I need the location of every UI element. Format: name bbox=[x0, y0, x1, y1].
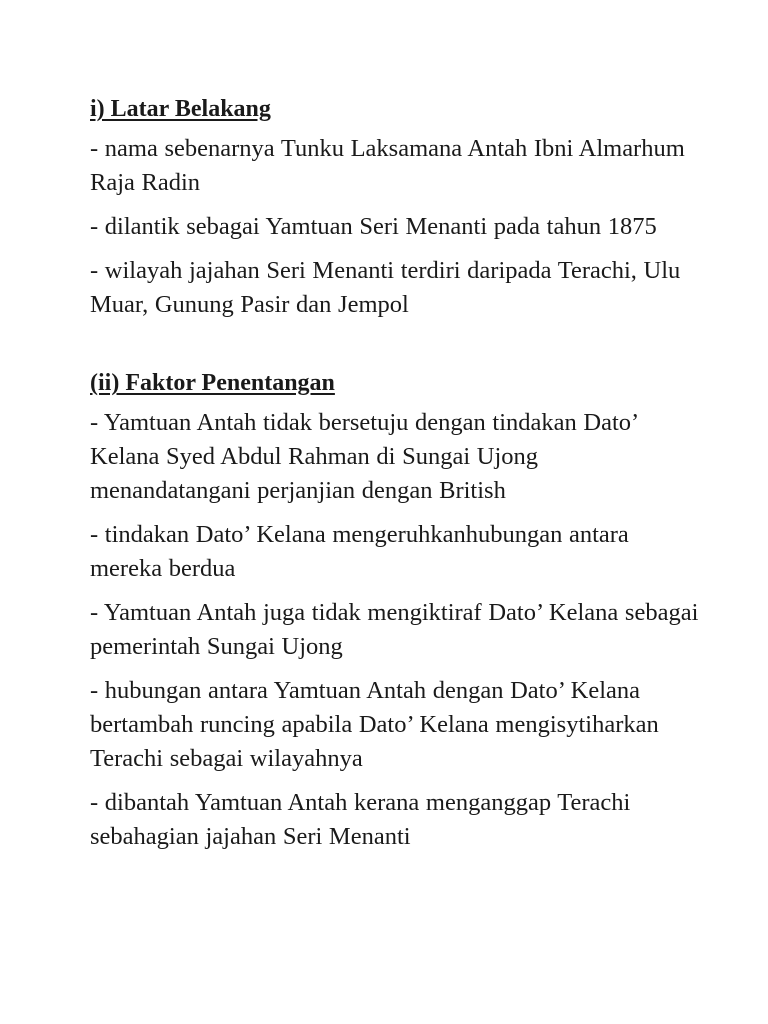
section-faktor-penentangan bbox=[90, 366, 700, 854]
section-latar-belakang bbox=[90, 92, 700, 322]
document-page bbox=[90, 92, 700, 864]
list-item: - hubungan antara Yamtuan Antah dengan Dato’ Kelana bertambah runcing apabila Dato’ Kelana mengisytiharkan Terachi sebagai wilayahnya bbox=[90, 677, 659, 772]
list-item: - Yamtuan Antah juga tidak mengiktiraf Dato’ Kelana sebagai pemerintah Sungai Ujong bbox=[90, 599, 699, 660]
section-heading: i) Latar Belakang bbox=[90, 96, 271, 122]
list-item: - tindakan Dato’ Kelana mengeruhkanhubungan antara mereka berdua bbox=[90, 521, 629, 582]
list-item: - dibantah Yamtuan Antah kerana menganggap Terachi sebahagian jajahan Seri Menanti bbox=[90, 789, 631, 850]
section-spacer bbox=[90, 332, 700, 366]
list-item: - Yamtuan Antah tidak bersetuju dengan tindakan Dato’ Kelana Syed Abdul Rahman di Sungai Ujong menandatangani perjanjian dengan British bbox=[90, 409, 638, 504]
list-item: - dilantik sebagai Yamtuan Seri Menanti pada tahun 1875 bbox=[90, 213, 657, 240]
list-item: - nama sebenarnya Tunku Laksamana Antah Ibni Almarhum Raja Radin bbox=[90, 135, 685, 196]
list-item: - wilayah jajahan Seri Menanti terdiri daripada Terachi, Ulu Muar, Gunung Pasir dan Jempol bbox=[90, 257, 681, 318]
section-heading: (ii) Faktor Penentangan bbox=[90, 370, 335, 396]
